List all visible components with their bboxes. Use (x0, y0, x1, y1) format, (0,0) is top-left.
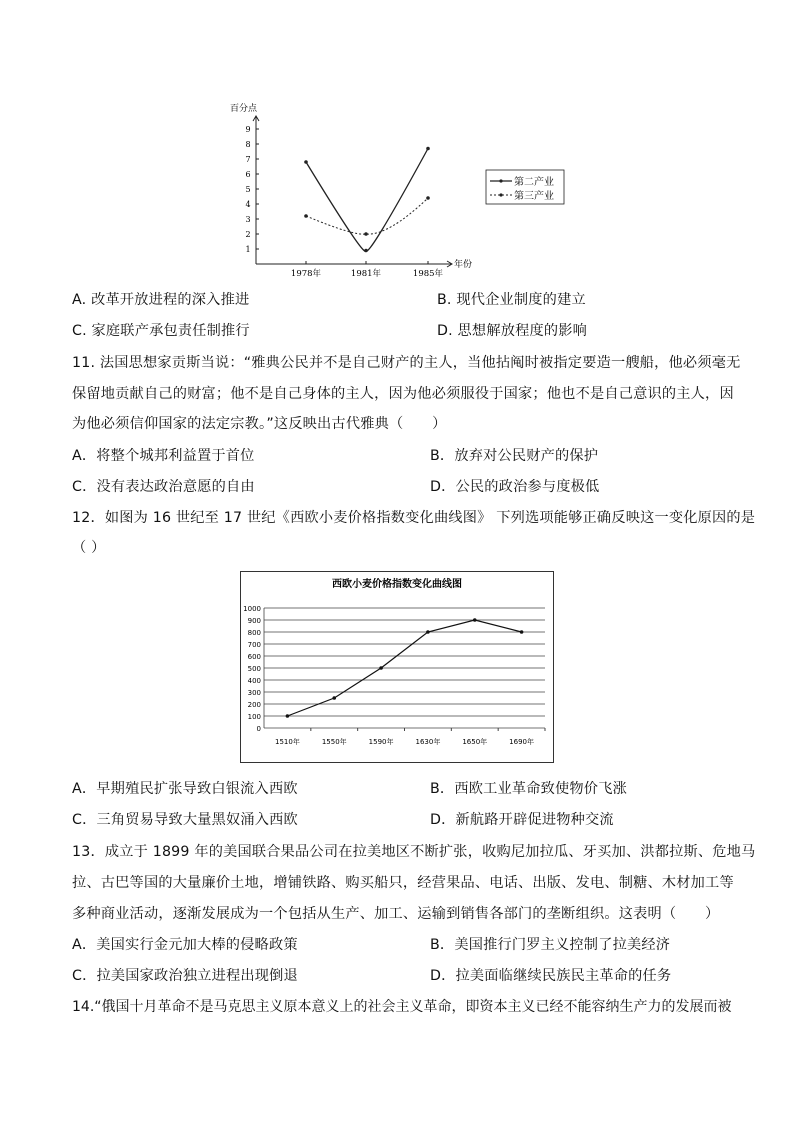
legend-label-secondary: 第二产业 (514, 177, 554, 188)
series-secondary-industry-line (306, 149, 428, 252)
y-tick-label: 400 (247, 677, 261, 685)
y-tick-label: 100 (247, 713, 261, 721)
q10-option-a[interactable]: A. 改革开放进程的深入推进 (72, 292, 250, 308)
q13-option-a[interactable]: A．美国实行金元加大棒的侵略政策 (72, 937, 298, 953)
industry-growth-chart-svg (220, 98, 600, 278)
series-tertiary-industry-point (304, 214, 308, 218)
chart-title: 西欧小麦价格指数变化曲线图 (332, 579, 462, 590)
y-tick-label: 300 (247, 689, 261, 697)
y-tick-label: 3 (245, 215, 251, 224)
y-tick-label: 800 (247, 629, 261, 637)
legend-label-tertiary: 第三产业 (514, 191, 554, 202)
q10-option-c[interactable]: C. 家庭联产承包责任制推行 (72, 323, 250, 339)
q11-stem-line-1: 11. 法国思想家贡斯当说：“雅典公民并不是自己财产的主人，当他拈阄时被指定要造一艘船，他必须毫无 (72, 355, 741, 371)
series-point (426, 630, 430, 634)
q11-stem-line-3: 为他必须信仰国家的法定宗教。”这反映出古代雅典（ ） (72, 416, 447, 432)
q13-option-b[interactable]: B．美国推行门罗主义控制了拉美经济 (430, 937, 671, 953)
q11-option-a[interactable]: A．将整个城邦利益置于首位 (72, 448, 255, 464)
y-tick-label: 8 (245, 140, 251, 149)
q10-option-b[interactable]: B. 现代企业制度的建立 (437, 292, 586, 308)
y-tick-label: 200 (247, 701, 261, 709)
q13-option-c[interactable]: C．拉美国家政治独立进程出现倒退 (72, 968, 298, 984)
q12-option-a[interactable]: A．早期殖民扩张导致白银流入西欧 (72, 781, 298, 797)
y-tick-label: 7 (245, 155, 251, 164)
q12-stem-line-2: （ ） (72, 540, 106, 556)
y-tick-label: 0 (256, 725, 261, 733)
y-tick-label: 500 (247, 665, 261, 673)
y-tick-label: 5 (245, 185, 251, 194)
x-tick-label: 1981年 (350, 269, 382, 278)
series-point (520, 630, 524, 634)
y-tick-label: 4 (245, 200, 251, 209)
legend-marker-secondary (499, 179, 502, 182)
wheat-price-chart-svg (241, 572, 553, 762)
x-tick-label: 1510年 (275, 738, 300, 746)
series-secondary-industry-point (426, 147, 430, 151)
x-tick-label: 1590年 (368, 738, 394, 746)
y-tick-label: 700 (247, 641, 261, 649)
wheat-price-chart (240, 571, 554, 763)
q11-option-c[interactable]: C．没有表达政治意愿的自由 (72, 479, 255, 495)
series-point (286, 714, 290, 718)
legend-marker-tertiary (499, 193, 502, 196)
x-tick-label: 1978年 (290, 269, 322, 278)
x-tick-label: 1985年 (412, 269, 444, 278)
x-axis-title: 年份 (454, 260, 473, 270)
q11-stem-line-2: 保留地贡献自己的财富；他不是自己身体的主人，因为他必须服役于国家；他也不是自己意识的主人，因 (72, 386, 734, 402)
q13-stem-line-3: 多种商业活动，逐渐发展成为一个包括从生产、加工、运输到销售各部门的垄断组织。这表明（ ） (72, 906, 720, 922)
y-tick-label: 2 (245, 230, 251, 239)
series-tertiary-industry-point (364, 232, 368, 236)
x-tick-label: 1630年 (415, 738, 441, 746)
q12-stem-line-1: 12．如图为 16 世纪至 17 世纪《西欧小麦价格指数变化曲线图》 下列选项能够正确反映这一变化原因的是 (72, 510, 756, 526)
q12-option-c[interactable]: C．三角贸易导致大量黑奴涌入西欧 (72, 812, 298, 828)
q11-option-b[interactable]: B．放弃对公民财产的保护 (430, 448, 599, 464)
series-tertiary-industry-line (306, 198, 428, 234)
y-tick-label: 1000 (243, 605, 261, 613)
x-tick-label: 1550年 (321, 738, 347, 746)
y-tick-label: 600 (247, 653, 261, 661)
series-tertiary-industry-point (426, 196, 430, 200)
series-secondary-industry-point (364, 249, 368, 253)
industry-growth-chart (220, 98, 600, 278)
series-point (379, 666, 383, 670)
series-point (473, 618, 477, 622)
q14-stem-line-1: 14.“俄国十月革命不是马克思主义原本意义上的社会主义革命，即资本主义已经不能容纳生产力的发展而被 (72, 999, 732, 1015)
y-tick-label: 6 (245, 170, 251, 179)
q12-option-d[interactable]: D．新航路开辟促进物种交流 (430, 812, 614, 828)
q10-option-d[interactable]: D. 思想解放程度的影响 (437, 323, 588, 339)
series-secondary-industry-point (304, 160, 308, 164)
y-tick-label: 900 (247, 617, 261, 625)
q13-option-d[interactable]: D．拉美面临继续民族民主革命的任务 (430, 968, 672, 984)
y-tick-label: 9 (245, 125, 251, 134)
q12-option-b[interactable]: B．西欧工业革命致使物价飞涨 (430, 781, 627, 797)
q11-option-d[interactable]: D．公民的政治参与度极低 (430, 479, 600, 495)
q13-stem-line-1: 13．成立于 1899 年的美国联合果品公司在拉美地区不断扩张，收购尼加拉瓜、牙买加、洪都拉斯、危地马 (72, 844, 756, 860)
series-point (332, 696, 336, 700)
q13-stem-line-2: 拉、古巴等国的大量廉价土地，增铺铁路、购买船只，经营果品、电话、出版、发电、制糖、木材加工等 (72, 875, 734, 891)
y-tick-label: 1 (245, 245, 251, 254)
x-tick-label: 1690年 (509, 738, 534, 746)
y-axis-title: 百分点 (230, 104, 258, 114)
x-tick-label: 1650年 (462, 738, 488, 746)
